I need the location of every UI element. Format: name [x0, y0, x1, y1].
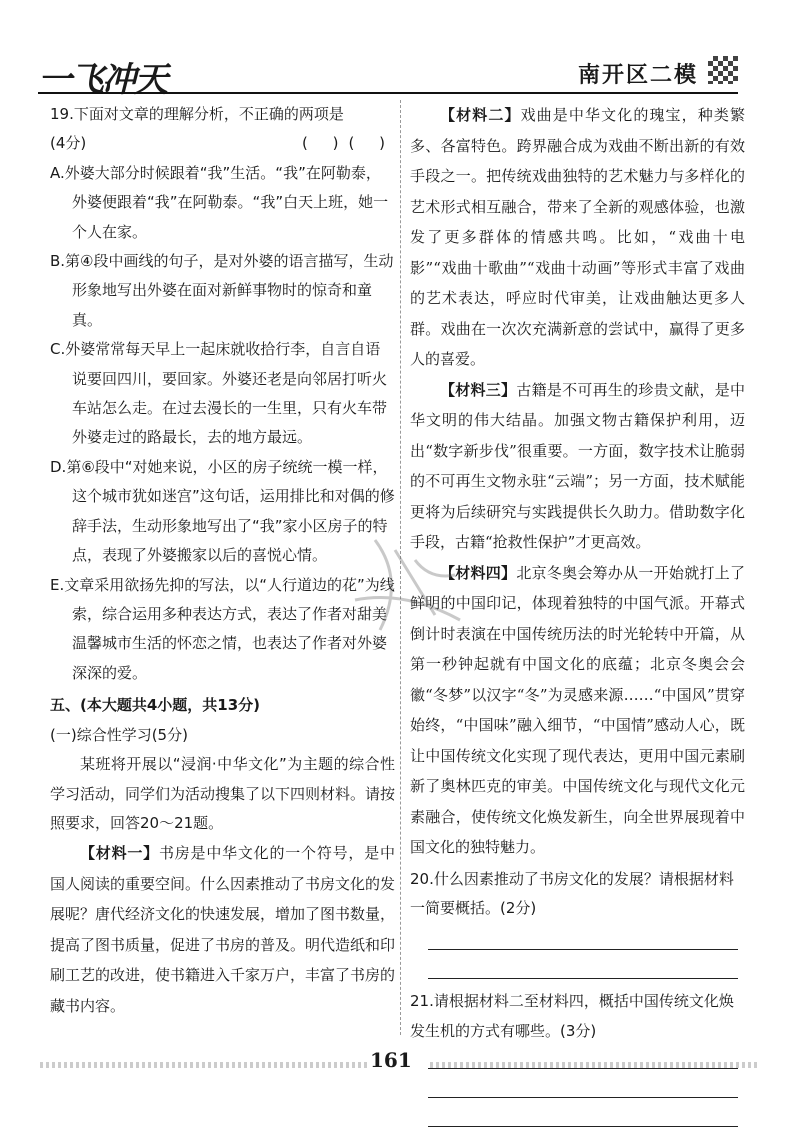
brand-logo: 一飞冲天 [38, 60, 166, 100]
activity-intro: 某班将开展以“浸润·中华文化”为主题的综合性学习活动，同学们为活动搜集了以下四则材料。请按照要求，回答20～21题。 [50, 755, 396, 832]
material-1-tag: 【材料一】 [80, 844, 159, 863]
option-a: A.外婆大部分时候跟着“我”生活。“我”在阿勒泰，外婆便跟着“我”在阿勒泰。“我”白天上班，她一个人在家。 [50, 163, 389, 241]
material-2-tag: 【材料二】 [440, 106, 521, 124]
question-19-stem: 19.下面对文章的理解分析，不正确的两项是 [50, 105, 344, 123]
material-3-tag: 【材料三】 [440, 380, 517, 399]
answer-line-21-3[interactable] [428, 1126, 738, 1127]
option-b: B.第④段中画线的句子，是对外婆的语言描写，生动形象地写出外婆在面对新鲜事物时的惊奇和童真。 [50, 252, 394, 329]
section-5-title: 五、(本大题共4小题，共13分) [50, 696, 261, 715]
material-2 [410, 100, 745, 375]
option-e: E.文章采用欲扬先抑的写法，以“人行道边的花”为线索，综合运用多种表达方式，表达了作者对甜美温馨城市生活的怀恋之情，也表达了作者对外婆深深的爱。 [50, 575, 395, 682]
material-3-text: 古籍是不可再生的珍贵文献，是中华文明的伟大结晶。加强文物古籍保护利用，迈出“数字新步伐”很重要。一方面，数字技术让脆弱的不可再生文物永驻“云端”；另一方面，技术赋能更将为后续研究与实践提供长久助力。借助数字化手段，古籍“抢救性保护”才更高效。 [410, 380, 745, 551]
question-21: 21.请根据材料二至材料四，概括中国传统文化焕发生机的方式有哪些。(3分) [410, 992, 734, 1040]
header-rule [38, 92, 738, 94]
page-number: 161 [370, 1048, 412, 1072]
answer-parens[interactable]: ( )( ) [302, 134, 395, 153]
material-1-text: 书房是中华文化的一个符号，是中国人阅读的重要空间。什么因素推动了书房文化的发展呢？唐代经济文化的快速发展，增加了图书数量，提高了图书质量，促进了书房的普及。明代造纸和印刷工艺的改进，使书籍进入千家万户，丰富了书房的藏书内容。 [50, 844, 396, 1015]
question-19 [50, 100, 395, 159]
material-4-text: 北京冬奥会筹办从一开始就打上了鲜明的中国印记，体现着独特的中国气派。开幕式倒计时表演在中国传统历法的时光轮转中开篇，从第一秒钟起就有中国文化的底蕴；北京冬奥会会徽“冬梦”以汉字“冬”为灵感来源……“中国风”贯穿始终，“中国味”融入细节，“中国情”感动人心，既让中国传统文化实现了现代表达，更用中国元素刷新了奥林匹克的审美。中国传统文化与现代文化元素融合，使传统文化焕发新生，向全世界展现着中国文化的独特魅力。 [410, 563, 745, 856]
material-1 [50, 838, 395, 1021]
page-header [38, 52, 738, 100]
footer-dots-right [430, 1062, 760, 1068]
option-d: D.第⑥段中“对她来说，小区的房子统统一模一样，这个城市犹如迷宫”这句话，运用排比和对偶的修辞手法，生动形象地写出了“我”家小区房子的特点，表现了外婆搬家以后的喜悦心情。 [50, 457, 395, 565]
footer-dots-left [40, 1062, 370, 1068]
option-c: C.外婆常常每天早上一起床就收拾行李，自言自语说要回四川，要回家。外婆还老是向邻居打听火车站怎么走。在过去漫长的一生里，只有火车带外婆走过的路最长，去的地方最远。 [50, 340, 388, 447]
question-19-score: (4分) [50, 134, 87, 153]
question-20: 20.什么因素推动了书房文化的发展？请根据材料一简要概括。(2分) [410, 869, 734, 917]
watermark-stamp-icon [335, 520, 475, 660]
exam-title: 南开区二模 [577, 62, 698, 88]
subsection-1-title: (一)综合性学习(5分) [50, 726, 188, 745]
checker-icon [708, 56, 738, 84]
material-4-tag: 【材料四】 [440, 563, 517, 582]
material-2-text: 戏曲是中华文化的瑰宝，种类繁多、各富特色。跨界融合成为戏曲不断出新的有效手段之一。把传统戏曲独特的艺术魅力与多样化的艺术形式相互融合，带来了全新的观感体验，也激发了更多群体的情感共鸣。比如，“戏曲十电影”“戏曲十歌曲”“戏曲十动画”等形式丰富了戏曲的艺术表达，呼应时代审美，让戏曲触达更多人群。戏曲在一次次充满新意的尝试中，赢得了更多人的喜爱。 [410, 106, 745, 368]
